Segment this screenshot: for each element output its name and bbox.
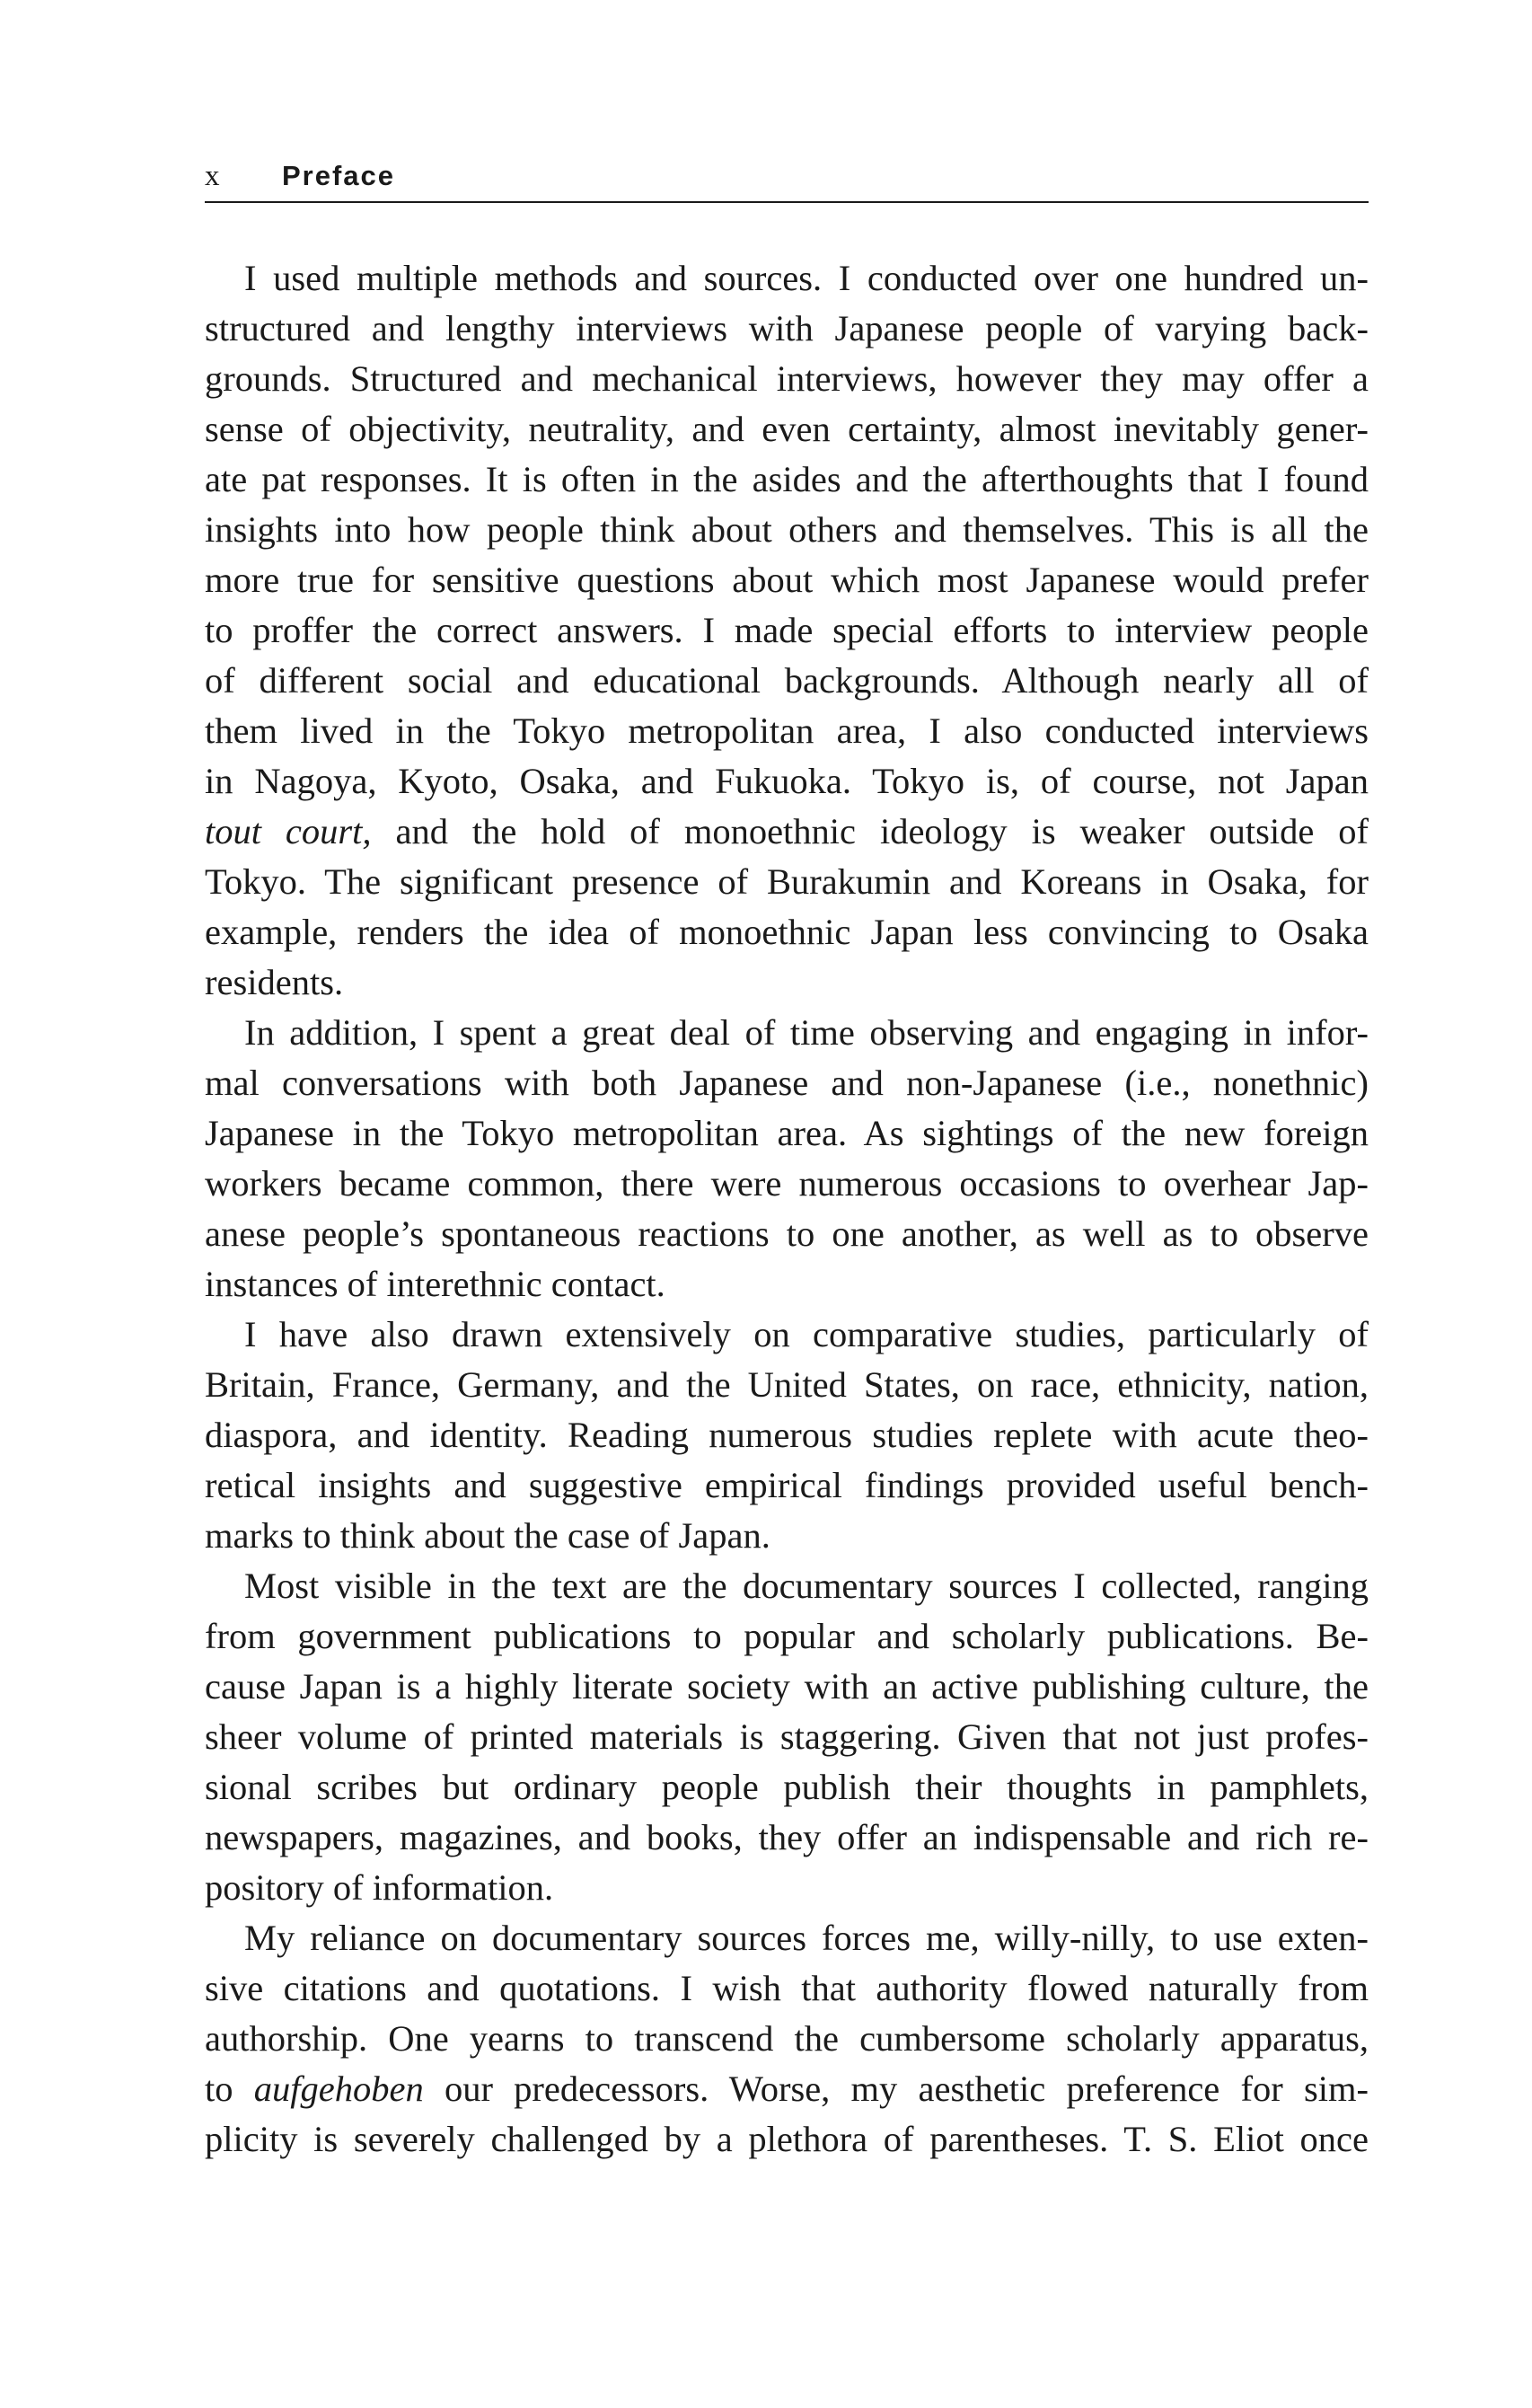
text-line bbox=[205, 656, 1369, 706]
text-segment: diaspora, and identity. Reading numerous studies replete with acute theo- bbox=[205, 1415, 1369, 1455]
text-segment: My reliance on documentary sources forces me, willy-nilly, to use exten- bbox=[244, 1918, 1369, 1958]
text-line bbox=[205, 304, 1369, 354]
text-line bbox=[205, 1159, 1369, 1209]
text-segment: marks to think about the case of Japan. bbox=[205, 1515, 770, 1556]
text-line bbox=[205, 2064, 1369, 2114]
text-segment: more true for sensitive questions about which most Japanese would prefer bbox=[205, 560, 1369, 600]
text-line bbox=[205, 857, 1369, 907]
text-line bbox=[205, 706, 1369, 756]
italic-phrase: tout court, bbox=[205, 811, 372, 851]
text-segment: to proffer the correct answers. I made special efforts to interview people bbox=[205, 610, 1369, 650]
text-segment: plicity is severely challenged by a plethora of parentheses. T. S. Eliot once bbox=[205, 2119, 1369, 2159]
text-segment: and the hold of monoethnic ideology is weaker outside of bbox=[371, 811, 1369, 851]
text-line bbox=[205, 1008, 1369, 1058]
text-segment: example, renders the idea of monoethnic Japan less convincing to Osaka bbox=[205, 912, 1369, 952]
text-segment: retical insights and suggestive empirical findings provided useful bench- bbox=[205, 1465, 1369, 1505]
text-line bbox=[205, 1460, 1369, 1511]
text-segment: sense of objectivity, neutrality, and even certainty, almost inevitably gener- bbox=[205, 409, 1369, 449]
text-line bbox=[205, 404, 1369, 454]
text-line bbox=[205, 1561, 1369, 1611]
text-line bbox=[205, 1108, 1369, 1159]
text-segment: anese people’s spontaneous reactions to one another, as well as to observe bbox=[205, 1213, 1369, 1254]
text-line bbox=[205, 1863, 1369, 1913]
text-line bbox=[205, 1259, 1369, 1310]
body-text bbox=[205, 253, 1369, 2165]
text-line bbox=[205, 957, 1369, 1008]
text-segment: mal conversations with both Japanese and non-Japanese (i.e., nonethnic) bbox=[205, 1063, 1369, 1103]
text-segment: pository of information. bbox=[205, 1867, 554, 1908]
text-segment: cause Japan is a highly literate society with an active publishing culture, the bbox=[205, 1666, 1369, 1707]
text-segment: them lived in the Tokyo metropolitan area, I also conducted interviews bbox=[205, 710, 1369, 751]
text-segment: sheer volume of printed materials is staggering. Given that not just profes- bbox=[205, 1716, 1369, 1757]
text-segment: authorship. One yearns to transcend the cumbersome scholarly apparatus, bbox=[205, 2018, 1369, 2059]
text-line bbox=[205, 1410, 1369, 1460]
text-segment: structured and lengthy interviews with Japanese people of varying back- bbox=[205, 308, 1369, 348]
text-line bbox=[205, 2114, 1369, 2165]
text-line bbox=[205, 1762, 1369, 1813]
text-line bbox=[205, 1712, 1369, 1762]
text-line bbox=[205, 756, 1369, 807]
text-segment: sive citations and quotations. I wish that authority flowed naturally from bbox=[205, 1968, 1369, 2008]
text-line bbox=[205, 1963, 1369, 2014]
text-line bbox=[205, 605, 1369, 656]
text-line bbox=[205, 253, 1369, 304]
text-segment: workers became common, there were numerous occasions to overhear Jap- bbox=[205, 1163, 1369, 1204]
text-line bbox=[205, 1360, 1369, 1410]
text-segment: insights into how people think about others and themselves. This is all the bbox=[205, 509, 1369, 550]
text-line bbox=[205, 1813, 1369, 1863]
text-segment: ate pat responses. It is often in the asides and the afterthoughts that I found bbox=[205, 459, 1369, 499]
text-line bbox=[205, 1662, 1369, 1712]
text-line bbox=[205, 2014, 1369, 2064]
text-segment: I have also drawn extensively on comparative studies, particularly of bbox=[244, 1314, 1369, 1354]
text-segment: Tokyo. The significant presence of Burakumin and Koreans in Osaka, for bbox=[205, 861, 1369, 902]
text-segment: of different social and educational backgrounds. Although nearly all of bbox=[205, 660, 1369, 701]
text-segment: our predecessors. Worse, my aesthetic preference for sim- bbox=[423, 2068, 1369, 2109]
running-head-title: Preface bbox=[282, 160, 396, 191]
text-segment: Japanese in the Tokyo metropolitan area. As sightings of the new foreign bbox=[205, 1113, 1369, 1153]
text-line bbox=[205, 1511, 1369, 1561]
text-segment: sional scribes but ordinary people publish their thoughts in pamphlets, bbox=[205, 1767, 1369, 1807]
text-line bbox=[205, 807, 1369, 857]
running-head bbox=[205, 158, 1369, 203]
text-segment: In addition, I spent a great deal of time observing and engaging in infor- bbox=[244, 1012, 1369, 1053]
text-line bbox=[205, 1209, 1369, 1259]
text-segment: from government publications to popular and scholarly publications. Be- bbox=[205, 1616, 1369, 1656]
text-line bbox=[205, 505, 1369, 555]
text-line bbox=[205, 555, 1369, 605]
text-line bbox=[205, 1611, 1369, 1662]
text-line bbox=[205, 454, 1369, 505]
text-segment: grounds. Structured and mechanical interviews, however they may offer a bbox=[205, 358, 1369, 399]
italic-phrase: aufgehoben bbox=[253, 2068, 424, 2109]
text-line bbox=[205, 1913, 1369, 1963]
text-segment: Most visible in the text are the documentary sources I collected, ranging bbox=[244, 1566, 1369, 1606]
text-segment: in Nagoya, Kyoto, Osaka, and Fukuoka. Tokyo is, of course, not Japan bbox=[205, 761, 1369, 801]
page-number: x bbox=[205, 160, 220, 192]
text-line bbox=[205, 907, 1369, 957]
text-segment: to bbox=[205, 2068, 254, 2109]
text-segment: residents. bbox=[205, 962, 344, 1002]
text-segment: Britain, France, Germany, and the United States, on race, ethnicity, nation, bbox=[205, 1364, 1369, 1405]
text-segment: newspapers, magazines, and books, they offer an indispensable and rich re- bbox=[205, 1817, 1369, 1857]
text-line bbox=[205, 1058, 1369, 1108]
text-segment: I used multiple methods and sources. I conducted over one hundred un- bbox=[244, 258, 1369, 298]
text-line bbox=[205, 1310, 1369, 1360]
text-segment: instances of interethnic contact. bbox=[205, 1264, 665, 1304]
text-line bbox=[205, 354, 1369, 404]
